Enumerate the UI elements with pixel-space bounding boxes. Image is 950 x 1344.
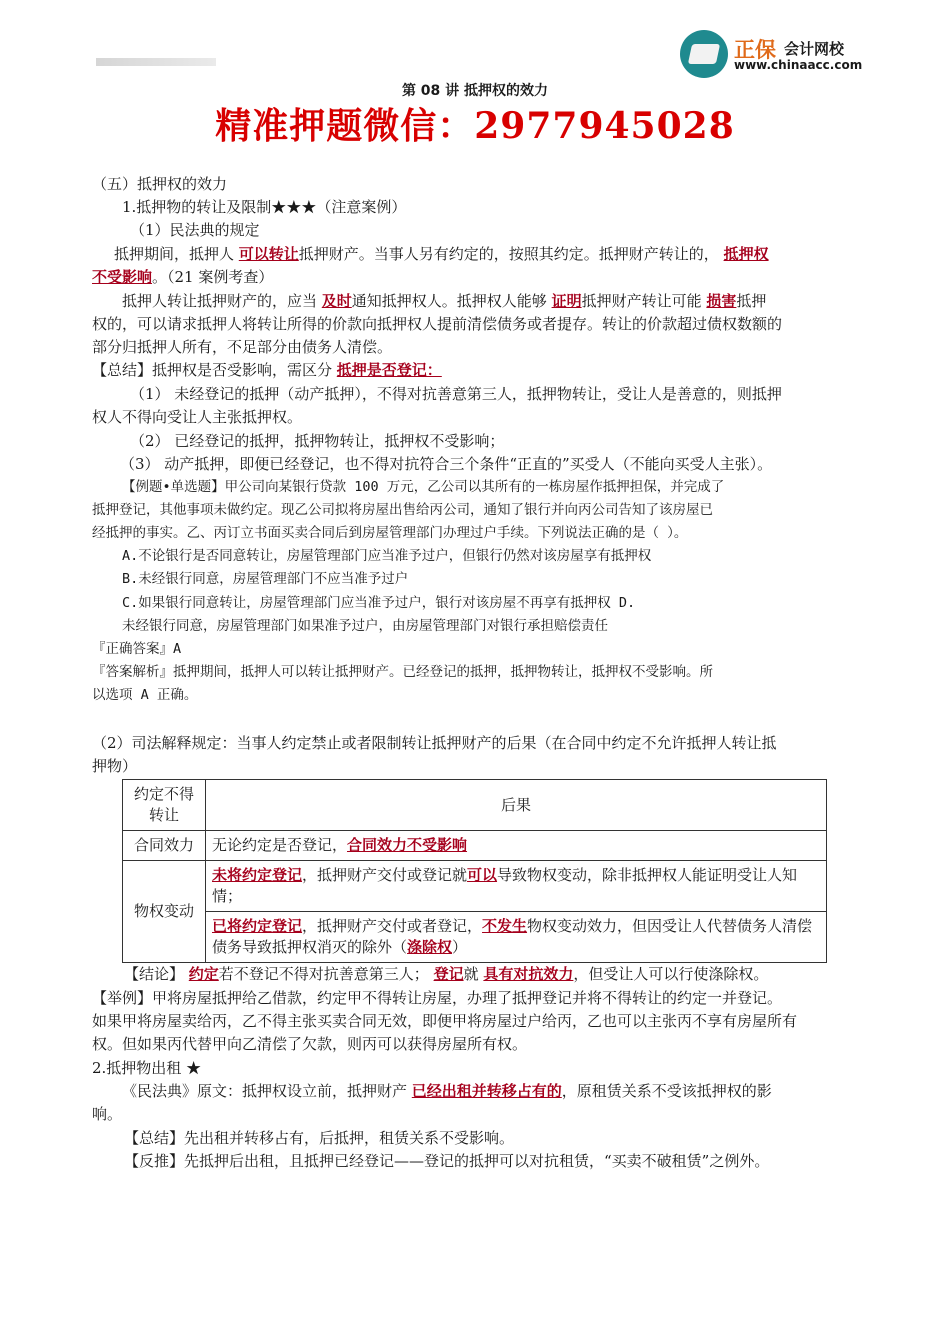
lecture-title: 第 08 讲 抵押权的效力 <box>401 83 549 99</box>
promo-banner: 精准押题微信：2977945028 <box>215 105 735 147</box>
highlight-text: 可以 <box>467 866 498 884</box>
table-row <box>123 780 827 831</box>
option-d: 未经银行同意，房屋管理部门如果准予过户，由房屋管理部门对银行承担赔偿责任 <box>122 618 608 634</box>
paragraph-1 <box>92 243 858 289</box>
text-run: 【总结】抵押权是否受影响，需区分 <box>92 361 337 379</box>
table-header: 约定不得转让 <box>123 780 206 831</box>
text-run: 就 <box>463 965 484 983</box>
text-line: 响。 <box>92 1105 123 1123</box>
highlight-text: 证明 <box>551 292 582 310</box>
option-a: A.不论银行是否同意转让，房屋管理部门应当准予过户，但银行仍然对该房屋享有抵押权 <box>122 548 652 564</box>
table-row <box>123 912 827 963</box>
subsection-heading: （1）民法典的规定 <box>130 221 260 239</box>
text-line: 权。但如果丙代替甲向乙清偿了欠款，则丙可以获得房屋所有权。 <box>92 1035 528 1053</box>
lease-paragraph <box>92 1080 862 1126</box>
paragraph-2 <box>92 290 858 359</box>
text-line: （1） 未经登记的抵押（动产抵押），不得对抗善意第三人，抵押物转让，受让人是善意的，则抵押 <box>130 385 782 403</box>
text-run: 抵押 <box>736 292 767 310</box>
example-2 <box>92 987 872 1056</box>
table-cell: 物权变动 <box>123 861 206 963</box>
point-2: （2） 已经登记的抵押，抵押物转让，抵押权不受影响； <box>130 432 505 450</box>
highlight-text: 损害 <box>706 292 737 310</box>
highlight-text: 已经出租并转移占有的 <box>411 1082 562 1100</box>
brand-logo-icon <box>680 30 728 78</box>
option-c: C.如果银行同意转让，房屋管理部门应当准予过户，银行对该房屋不再享有抵押权 D. <box>122 595 636 611</box>
highlight-text: 合同效力不受影响 <box>347 836 468 854</box>
highlight-text: 具有对抗效力 <box>483 965 574 983</box>
highlight-text: 抵押权 <box>723 245 769 263</box>
point-1 <box>92 383 858 429</box>
highlight-text: 不受影响 <box>92 268 153 286</box>
section-title: （五）抵押权的效力 <box>92 175 228 193</box>
text-line: 部分归抵押人所有，不足部分由债务人清偿。 <box>92 338 393 356</box>
text-run: 物权变动效力，但因受让人代替债务人清偿债务导致抵押权消灭的除外（ <box>212 917 813 956</box>
highlight-text: 及时 <box>321 292 352 310</box>
table-row <box>123 861 827 912</box>
text-run: ，抵押财产交付或登记就 <box>302 866 468 884</box>
text-line: 『答案解析』抵押期间，抵押人可以转让抵押财产。已经登记的抵押，抵押物转让，抵押权不受影响。所 <box>92 664 713 680</box>
text-line: 权人不得向受让人主张抵押权。 <box>92 408 303 426</box>
table-cell: 合同效力 <box>123 831 206 861</box>
text-line: 【例题•单选题】甲公司向某银行贷款 100 万元，乙公司以其所有的一栋房屋作抵押担保，并完成了 <box>122 479 725 495</box>
text-run: ） <box>452 938 468 956</box>
text-run: 。（21 案例考查） <box>152 268 274 286</box>
point-3: （3） 动产抵押，即便已经登记，也不得对抗符合三个条件“正直的”买受人（不能向买受人主张）。 <box>120 455 773 473</box>
highlight-text: 抵押是否登记： <box>336 361 442 379</box>
brand-sub: 会计网校 <box>784 40 845 58</box>
text-run: 抵押人转让抵押财产的，应当 <box>122 292 322 310</box>
text-run: 若不登记不得对抗善意第三人； <box>218 965 434 983</box>
text-line: 【举例】甲将房屋抵押给乙借款，约定甲不得转让房屋，办理了抵押登记并将不得转让的约定一并登记。 <box>92 989 783 1007</box>
highlight-text: 登记 <box>433 965 464 983</box>
text-run: 《民法典》原文：抵押权设立前，抵押财产 <box>122 1082 412 1100</box>
text-line: 经抵押的事实。乙、丙订立书面买卖合同后到房屋管理部门办理过户手续。下列说法正确的是（ ）。 <box>92 525 688 541</box>
text-run: 抵押财产。当事人另有约定的，按照其约定。抵押财产转让的， <box>298 245 724 263</box>
table-cell <box>206 912 827 963</box>
highlight-text: 涤除权 <box>407 938 453 956</box>
text-run: 通知抵押权人。抵押权人能够 <box>351 292 552 310</box>
text-line: 权的，可以请求抵押人将转让所得的价款向抵押权人提前清偿债务或者提存。转让的价款超过债权数额的 <box>92 315 783 333</box>
text-run: 抵押财产转让可能 <box>581 292 707 310</box>
text-line: 押物） <box>92 757 138 775</box>
example-question <box>92 476 858 545</box>
correct-answer: 『正确答案』A <box>92 641 182 657</box>
highlight-text: 约定 <box>188 965 219 983</box>
highlight-text: 未将约定登记 <box>212 866 303 884</box>
lease-title: 2.抵押物出租 ★ <box>92 1059 202 1077</box>
option-b: B.未经银行同意，房屋管理部门不应当准予过户 <box>122 571 409 587</box>
text-line: 以选项 A 正确。 <box>92 687 198 703</box>
text-run: 导致物权变动，除非抵押权人能证明受让人知情； <box>212 866 798 905</box>
table-cell <box>206 861 827 912</box>
consequence-table <box>122 779 827 963</box>
table-cell <box>206 831 827 861</box>
highlight-text: 可以转让 <box>238 245 299 263</box>
highlight-text: 已将约定登记 <box>212 917 303 935</box>
table-row <box>123 831 827 861</box>
section-2-heading <box>92 732 862 778</box>
subsection-title: 1.抵押物的转让及限制★★★（注意案例） <box>122 198 407 216</box>
text-run: ，原租赁关系不受该抵押权的影 <box>561 1082 772 1100</box>
text-run: 无论约定是否登记， <box>212 836 348 854</box>
text-run: ，抵押财产交付或者登记， <box>302 917 483 935</box>
text-run: 抵押期间，抵押人 <box>114 245 239 263</box>
lease-reverse: 【反推】先抵押后出租，且抵押已经登记——登记的抵押可以对抗租赁，“买卖不破租赁”之例外。 <box>124 1152 770 1170</box>
table-header: 后果 <box>206 780 827 831</box>
text-line: 如果甲将房屋卖给丙，乙不得主张买卖合同无效，即便甲将房屋过户给丙，乙也可以主张丙不享有房屋所有 <box>92 1012 798 1030</box>
text-line: （2）司法解释规定：当事人约定禁止或者限制转让抵押财产的后果（在合同中约定不允许抵押人转让抵 <box>92 734 777 752</box>
text-run: ，但受让人可以行使涤除权。 <box>573 965 769 983</box>
answer-explanation <box>92 661 858 707</box>
highlight-text: 不发生 <box>482 917 528 935</box>
text-line: 抵押登记，其他事项未做约定。现乙公司拟将房屋出售给丙公司，通知了银行并向丙公司告知了该房屋已 <box>92 502 713 518</box>
brand-url: www.chinaacc.com <box>734 58 863 72</box>
header-smudge <box>96 58 216 66</box>
brand-name: 正保 <box>734 38 776 62</box>
text-run: 【结论】 <box>124 965 189 983</box>
summary-1 <box>92 359 858 382</box>
lease-summary: 【总结】先出租并转移占有，后抵押，租赁关系不受影响。 <box>124 1129 515 1147</box>
conclusion <box>124 963 884 986</box>
